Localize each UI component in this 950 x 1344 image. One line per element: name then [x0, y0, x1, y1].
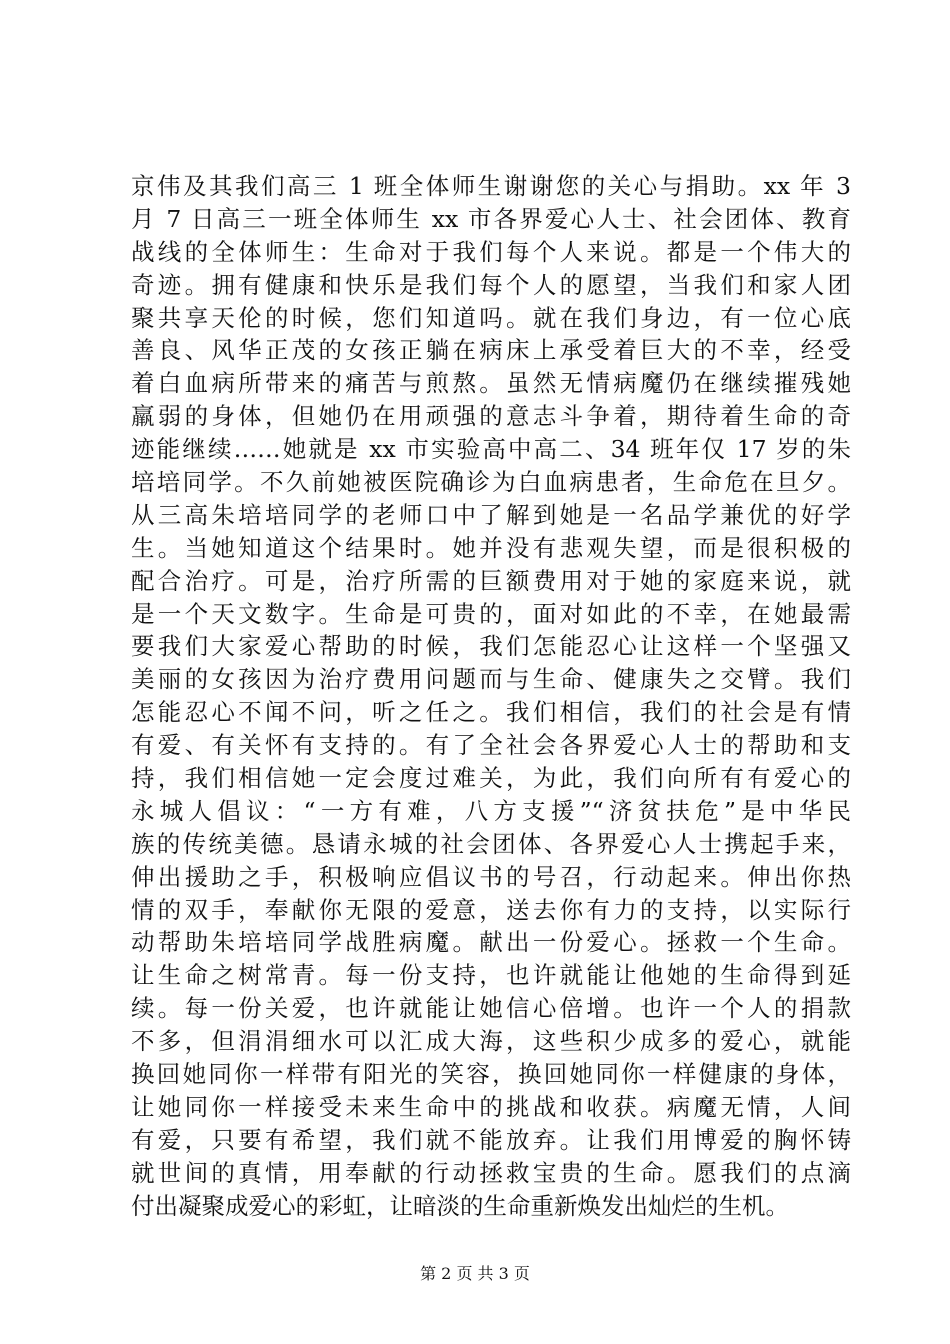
text-line: 奇迹。拥有健康和快乐是我们每个人的愿望，当我们和家人团 — [131, 270, 851, 299]
text-line: 是一个天文数字。生命是可贵的，面对如此的不幸，在她最需 — [131, 599, 851, 628]
text-line: 让她同你一样接受未来生命中的挑战和收获。病魔无情，人间 — [131, 1092, 851, 1121]
text-line: 伸出援助之手，积极响应倡议书的号召，行动起来。伸出你热 — [131, 862, 851, 891]
text-line: 培培同学。不久前她被医院确诊为白血病患者，生命危在旦夕。 — [131, 468, 851, 497]
text-line: 战线的全体师生：生命对于我们每个人来说。都是一个伟大的 — [131, 237, 851, 266]
text-line: 美丽的女孩因为治疗费用问题而与生命、健康失之交臂。我们 — [131, 665, 851, 694]
text-line: 情的双手，奉献你无限的爱意，送去你有力的支持，以实际行 — [131, 895, 851, 924]
text-line: 月 7 日高三一班全体师生 xx 市各界爱心人士、社会团体、教育 — [131, 204, 851, 233]
text-line: 从三高朱培培同学的老师口中了解到她是一名品学兼优的好学 — [131, 500, 851, 529]
page-number: 第 2 页 共 3 页 — [420, 1264, 530, 1283]
text-line: 有爱、有关怀有支持的。有了全社会各界爱心人士的帮助和支 — [131, 731, 851, 760]
text-line: 动帮助朱培培同学战胜病魔。献出一份爱心。拯救一个生命。 — [131, 928, 851, 957]
text-line: 让生命之树常青。每一份支持，也许就能让他她的生命得到延 — [131, 961, 851, 990]
text-line: 京伟及其我们高三 1 班全体师生谢谢您的关心与捐助。xx 年 3 — [131, 172, 851, 200]
text-line: 善良、风华正茂的女孩正躺在病床上承受着巨大的不幸，经受 — [131, 336, 851, 365]
text-line: 持，我们相信她一定会度过难关，为此，我们向所有有爱心的 — [131, 764, 851, 793]
text-line: 换回她同你一样带有阳光的笑容，换回她同你一样健康的身体， — [131, 1060, 851, 1089]
text-line: 族的传统美德。恳请永城的社会团体、各界爱心人士携起手来， — [131, 829, 851, 858]
text-line: 迹能继续……她就是 xx 市实验高中高二、34 班年仅 17 岁的朱 — [131, 435, 851, 464]
text-line: 羸弱的身体，但她仍在用顽强的意志斗争着，期待着生命的奇 — [131, 402, 851, 431]
text-line: 永城人倡议：“一方有难，八方支援”“济贫扶危”是中华民 — [131, 796, 851, 825]
text-line: 付出凝聚成爱心的彩虹，让暗淡的生命重新焕发出灿烂的生机。 — [131, 1191, 789, 1220]
text-line: 有爱，只要有希望，我们就不能放弃。让我们用博爱的胸怀铸 — [131, 1125, 851, 1154]
text-line: 续。每一份关爱，也许就能让她信心倍增。也许一个人的捐款 — [131, 994, 851, 1023]
text-line: 要我们大家爱心帮助的时候，我们怎能忍心让这样一个坚强又 — [131, 632, 851, 661]
body-text — [131, 170, 851, 1223]
text-line: 聚共享天伦的时候，您们知道吗。就在我们身边，有一位心底 — [131, 303, 851, 332]
text-line: 配合治疗。可是，治疗所需的巨额费用对于她的家庭来说，就 — [131, 566, 851, 595]
text-line: 不多，但涓涓细水可以汇成大海，这些积少成多的爱心，就能 — [131, 1027, 851, 1056]
text-line: 就世间的真情，用奉献的行动拯救宝贵的生命。愿我们的点滴 — [131, 1158, 851, 1187]
text-line: 生。当她知道这个结果时。她并没有悲观失望，而是很积极的 — [131, 533, 851, 562]
text-line: 怎能忍心不闻不问，听之任之。我们相信，我们的社会是有情 — [131, 698, 851, 727]
text-line: 着白血病所带来的痛苦与煎熬。虽然无情病魔仍在继续摧残她 — [131, 369, 851, 398]
